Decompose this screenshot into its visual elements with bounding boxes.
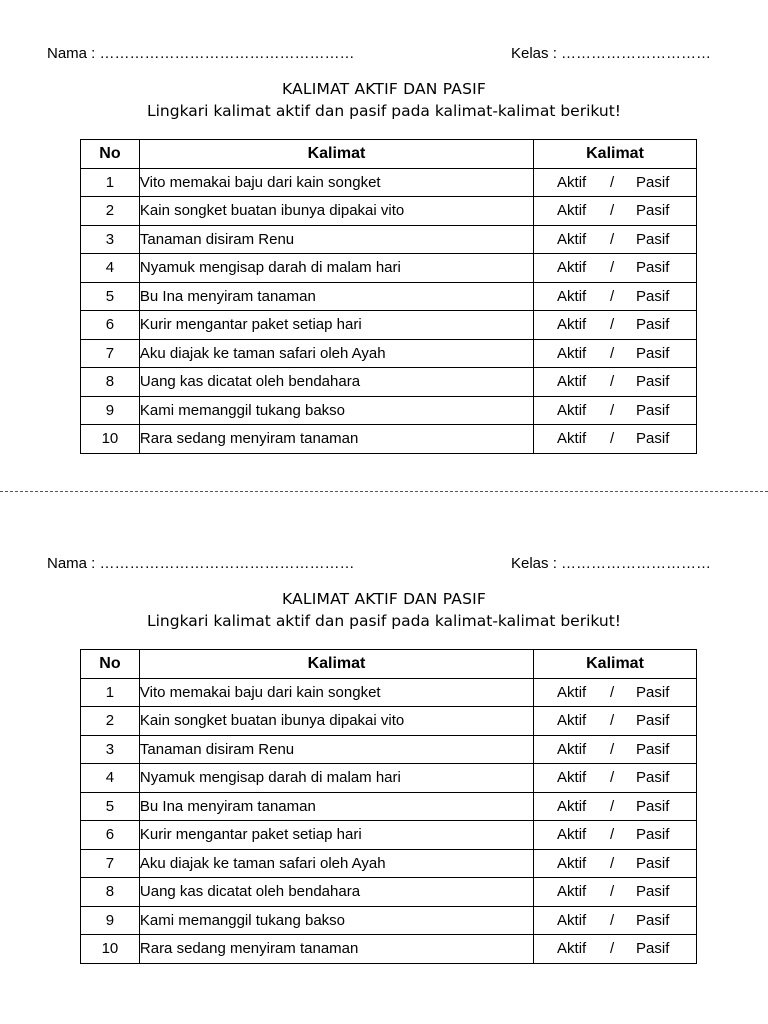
row-choice xyxy=(534,764,697,793)
header-sentence: Kalimat xyxy=(139,650,533,679)
option-pasif[interactable]: Pasif xyxy=(636,940,670,958)
option-pasif[interactable]: Pasif xyxy=(636,712,670,730)
option-separator: / xyxy=(610,769,615,787)
option-pasif[interactable]: Pasif xyxy=(636,373,670,391)
option-separator: / xyxy=(610,287,615,305)
option-aktif[interactable]: Aktif xyxy=(557,230,587,248)
option-separator: / xyxy=(610,940,615,958)
row-choice xyxy=(534,678,697,707)
table-row xyxy=(81,282,697,311)
option-pasif[interactable]: Pasif xyxy=(636,401,670,419)
option-aktif[interactable]: Aktif xyxy=(557,911,587,929)
table-row xyxy=(81,368,697,397)
table-header-row xyxy=(81,650,697,679)
row-number: 7 xyxy=(81,339,140,368)
row-choice xyxy=(534,707,697,736)
table-row xyxy=(81,878,697,907)
option-aktif[interactable]: Aktif xyxy=(557,259,587,277)
row-sentence: Aku diajak ke taman safari oleh Ayah xyxy=(139,339,533,368)
row-number: 5 xyxy=(81,792,140,821)
table-row xyxy=(81,849,697,878)
sentence-table xyxy=(80,139,697,454)
option-aktif[interactable]: Aktif xyxy=(557,740,587,758)
header-choice: Kalimat xyxy=(534,650,697,679)
row-choice xyxy=(534,282,697,311)
row-sentence: Uang kas dicatat oleh bendahara xyxy=(139,368,533,397)
table-header-row xyxy=(81,140,697,169)
row-number: 3 xyxy=(81,735,140,764)
row-number: 4 xyxy=(81,254,140,283)
row-choice xyxy=(534,849,697,878)
option-pasif[interactable]: Pasif xyxy=(636,287,670,305)
option-separator: / xyxy=(610,883,615,901)
option-separator: / xyxy=(610,740,615,758)
row-sentence: Nyamuk mengisap darah di malam hari xyxy=(139,764,533,793)
option-pasif[interactable]: Pasif xyxy=(636,202,670,220)
row-number: 7 xyxy=(81,849,140,878)
option-separator: / xyxy=(610,797,615,815)
row-sentence: Tanaman disiram Renu xyxy=(139,225,533,254)
row-sentence: Kami memanggil tukang bakso xyxy=(139,396,533,425)
row-number: 3 xyxy=(81,225,140,254)
row-sentence: Kurir mengantar paket setiap hari xyxy=(139,821,533,850)
table-row xyxy=(81,225,697,254)
worksheet-instruction: Lingkari kalimat aktif dan pasif pada kalimat-kalimat berikut! xyxy=(146,612,622,630)
option-separator: / xyxy=(610,202,615,220)
option-separator: / xyxy=(610,712,615,730)
cut-line-divider xyxy=(0,491,768,492)
table-row xyxy=(81,168,697,197)
header-choice: Kalimat xyxy=(534,140,697,169)
option-separator: / xyxy=(610,430,615,448)
option-separator: / xyxy=(610,316,615,334)
header-no: No xyxy=(81,650,140,679)
row-sentence: Vito memakai baju dari kain songket xyxy=(139,678,533,707)
row-number: 6 xyxy=(81,821,140,850)
option-separator: / xyxy=(610,259,615,277)
class-field: Kelas : ………………………… xyxy=(511,555,712,572)
name-field: Nama : …………………………………………… xyxy=(47,45,355,62)
row-number: 1 xyxy=(81,678,140,707)
class-field: Kelas : ………………………… xyxy=(511,45,712,62)
row-number: 8 xyxy=(81,368,140,397)
option-aktif[interactable]: Aktif xyxy=(557,287,587,305)
option-separator: / xyxy=(610,230,615,248)
option-separator: / xyxy=(610,173,615,191)
row-choice xyxy=(534,878,697,907)
row-sentence: Kain songket buatan ibunya dipakai vito xyxy=(139,197,533,226)
table-row xyxy=(81,707,697,736)
option-pasif[interactable]: Pasif xyxy=(636,683,670,701)
row-choice xyxy=(534,197,697,226)
table-row xyxy=(81,792,697,821)
option-pasif[interactable]: Pasif xyxy=(636,911,670,929)
option-separator: / xyxy=(610,911,615,929)
row-choice xyxy=(534,254,697,283)
row-sentence: Nyamuk mengisap darah di malam hari xyxy=(139,254,533,283)
row-number: 1 xyxy=(81,168,140,197)
row-choice xyxy=(534,935,697,964)
option-aktif[interactable]: Aktif xyxy=(557,826,587,844)
row-number: 6 xyxy=(81,311,140,340)
option-separator: / xyxy=(610,373,615,391)
table-row xyxy=(81,396,697,425)
option-aktif[interactable]: Aktif xyxy=(557,854,587,872)
worksheet-title: KALIMAT AKTIF DAN PASIF xyxy=(282,80,486,98)
row-choice xyxy=(534,311,697,340)
row-sentence: Kurir mengantar paket setiap hari xyxy=(139,311,533,340)
option-aktif[interactable]: Aktif xyxy=(557,683,587,701)
row-number: 2 xyxy=(81,197,140,226)
row-sentence: Bu Ina menyiram tanaman xyxy=(139,282,533,311)
row-number: 2 xyxy=(81,707,140,736)
option-separator: / xyxy=(610,826,615,844)
row-sentence: Tanaman disiram Renu xyxy=(139,735,533,764)
row-number: 8 xyxy=(81,878,140,907)
table-row xyxy=(81,821,697,850)
option-aktif[interactable]: Aktif xyxy=(557,883,587,901)
row-choice xyxy=(534,339,697,368)
option-aktif[interactable]: Aktif xyxy=(557,769,587,787)
row-sentence: Kami memanggil tukang bakso xyxy=(139,906,533,935)
option-separator: / xyxy=(610,854,615,872)
option-pasif[interactable]: Pasif xyxy=(636,173,670,191)
option-aktif[interactable]: Aktif xyxy=(557,430,587,448)
option-pasif[interactable]: Pasif xyxy=(636,883,670,901)
row-number: 10 xyxy=(81,935,140,964)
row-choice xyxy=(534,821,697,850)
table-row xyxy=(81,735,697,764)
row-number: 9 xyxy=(81,906,140,935)
row-choice xyxy=(534,792,697,821)
table-row xyxy=(81,935,697,964)
option-aktif[interactable]: Aktif xyxy=(557,316,587,334)
table-row xyxy=(81,678,697,707)
worksheet-instruction: Lingkari kalimat aktif dan pasif pada kalimat-kalimat berikut! xyxy=(146,102,622,120)
row-choice xyxy=(534,396,697,425)
option-pasif[interactable]: Pasif xyxy=(636,797,670,815)
table-row xyxy=(81,311,697,340)
row-number: 5 xyxy=(81,282,140,311)
table-row xyxy=(81,906,697,935)
option-pasif[interactable]: Pasif xyxy=(636,854,670,872)
row-choice xyxy=(534,425,697,454)
option-pasif[interactable]: Pasif xyxy=(636,430,670,448)
row-number: 9 xyxy=(81,396,140,425)
option-pasif[interactable]: Pasif xyxy=(636,259,670,277)
option-pasif[interactable]: Pasif xyxy=(636,344,670,362)
sentence-table xyxy=(80,649,697,964)
row-number: 10 xyxy=(81,425,140,454)
row-choice xyxy=(534,225,697,254)
option-separator: / xyxy=(610,344,615,362)
option-pasif[interactable]: Pasif xyxy=(636,740,670,758)
worksheet-title: KALIMAT AKTIF DAN PASIF xyxy=(282,590,486,608)
row-choice xyxy=(534,735,697,764)
header-no: No xyxy=(81,140,140,169)
row-sentence: Uang kas dicatat oleh bendahara xyxy=(139,878,533,907)
row-sentence: Rara sedang menyiram tanaman xyxy=(139,425,533,454)
option-pasif[interactable]: Pasif xyxy=(636,826,670,844)
option-aktif[interactable]: Aktif xyxy=(557,373,587,391)
table-row xyxy=(81,764,697,793)
option-separator: / xyxy=(610,401,615,419)
option-pasif[interactable]: Pasif xyxy=(636,230,670,248)
option-aktif[interactable]: Aktif xyxy=(557,712,587,730)
header-sentence: Kalimat xyxy=(139,140,533,169)
row-number: 4 xyxy=(81,764,140,793)
option-aktif[interactable]: Aktif xyxy=(557,401,587,419)
name-field: Nama : …………………………………………… xyxy=(47,555,355,572)
row-sentence: Bu Ina menyiram tanaman xyxy=(139,792,533,821)
option-pasif[interactable]: Pasif xyxy=(636,769,670,787)
table-row xyxy=(81,197,697,226)
row-sentence: Kain songket buatan ibunya dipakai vito xyxy=(139,707,533,736)
row-choice xyxy=(534,368,697,397)
option-aktif[interactable]: Aktif xyxy=(557,940,587,958)
row-sentence: Aku diajak ke taman safari oleh Ayah xyxy=(139,849,533,878)
option-aktif[interactable]: Aktif xyxy=(557,173,587,191)
option-aktif[interactable]: Aktif xyxy=(557,797,587,815)
table-row xyxy=(81,254,697,283)
row-sentence: Vito memakai baju dari kain songket xyxy=(139,168,533,197)
row-sentence: Rara sedang menyiram tanaman xyxy=(139,935,533,964)
table-row xyxy=(81,425,697,454)
row-choice xyxy=(534,168,697,197)
option-aktif[interactable]: Aktif xyxy=(557,202,587,220)
option-separator: / xyxy=(610,683,615,701)
table-row xyxy=(81,339,697,368)
option-aktif[interactable]: Aktif xyxy=(557,344,587,362)
row-choice xyxy=(534,906,697,935)
option-pasif[interactable]: Pasif xyxy=(636,316,670,334)
